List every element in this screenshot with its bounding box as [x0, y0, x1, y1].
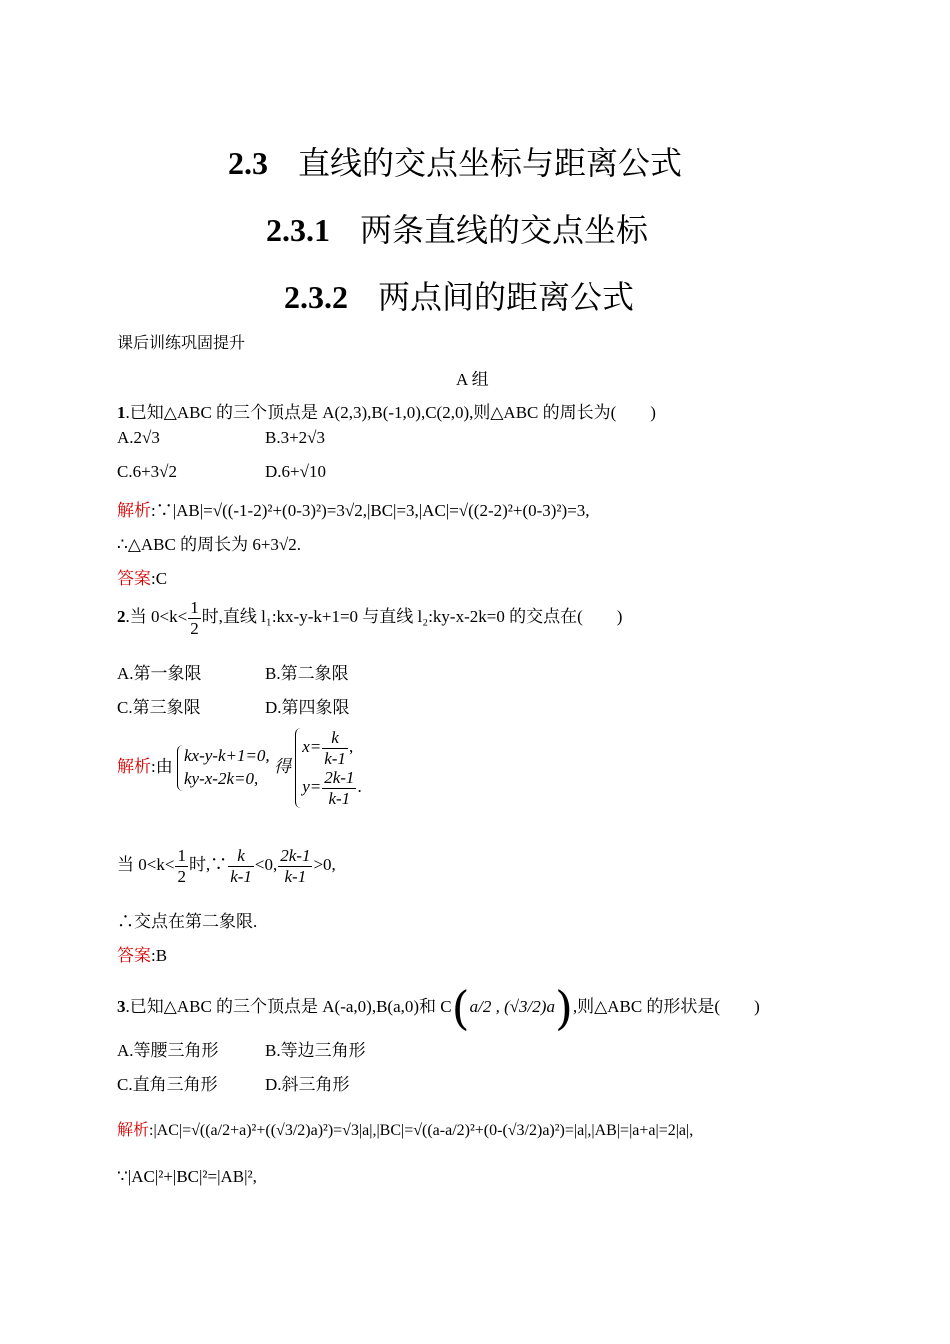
text: 时,∵: [188, 854, 228, 874]
question-2-analysis: [117, 728, 362, 808]
option-b: B.等边三角形: [265, 1041, 366, 1060]
numerator: 2k-1: [280, 846, 311, 865]
solution-x: x= $\frac{k}{k-1}$ ,: [302, 728, 354, 768]
main-title: [228, 138, 682, 184]
question-2-analysis-3: ∴交点在第二象限.: [117, 912, 258, 931]
question-3-analysis-2: ∵|AC|²+|BC|²=|AB|²,: [117, 1167, 257, 1186]
numerator: 2k-1: [324, 768, 355, 788]
text: <0,: [254, 854, 278, 874]
question-2-analysis-2: [117, 846, 336, 886]
question-1-analysis: [117, 496, 590, 521]
de-text: 得: [273, 757, 291, 776]
numerator: k: [322, 728, 348, 749]
question-1-answer: [117, 564, 167, 589]
question-3-options-row2: [117, 1070, 413, 1095]
question-3-stem: [117, 981, 760, 1035]
question-2-options-row1: [117, 659, 413, 684]
question-text: .已知△ABC 的三个顶点是 A(2,3),B(-1,0),C(2,0),则△ABC 的周长为( ): [125, 403, 656, 422]
fraction-half: [175, 846, 188, 886]
question-number: 1: [117, 403, 126, 422]
text: 当 0<k<: [117, 854, 175, 874]
section-label: 课后训练巩固提升: [117, 333, 246, 352]
option-a: A.第一象限: [117, 664, 202, 683]
denominator: k-1: [324, 748, 346, 768]
title-text: 直线的交点坐标与距离公式: [298, 144, 683, 182]
answer-text: :C: [151, 569, 168, 588]
subtitle-2: [284, 272, 634, 318]
answer-label: 答案: [117, 946, 151, 965]
equation-1: kx-y-k+1=0,: [183, 746, 270, 766]
question-2-stem: [117, 598, 622, 638]
analysis-text: :∵|AB|=√((-1-2)²+(0-3)²)=3√2,|BC|=3,|AC|=√((2-2)²+(0-3)²)=3,: [151, 501, 590, 520]
subtitle-number: 2.3.1: [266, 212, 330, 248]
numerator: 1: [190, 598, 199, 617]
numerator: k: [228, 846, 254, 867]
subtitle-1: [266, 205, 648, 251]
x-eq: x=: [302, 736, 322, 756]
equation-system: [177, 745, 270, 791]
option-d: D.斜三角形: [265, 1075, 350, 1094]
denominator: 2: [190, 618, 199, 638]
question-number: 2: [117, 606, 126, 626]
denominator: k-1: [328, 788, 351, 808]
paren-close: ): [554, 981, 573, 1035]
solution-y: y= $\frac{2k-1}{k-1}$ .: [302, 768, 362, 808]
question-1-stem: [117, 398, 656, 423]
point-c-coords: a/2 , (√3/2)a: [469, 996, 555, 1016]
fraction: [322, 728, 348, 768]
solution-system: [295, 728, 362, 808]
option-c: C.6+3√2: [117, 462, 178, 481]
fraction: [278, 846, 312, 886]
analysis-label: 解析: [117, 1122, 150, 1139]
analysis-label: 解析: [117, 757, 151, 776]
option-b: B.第二象限: [265, 664, 349, 683]
text: >0,: [313, 854, 336, 874]
fraction: [322, 768, 356, 808]
option-b: B.3+2√3: [265, 428, 326, 447]
analysis-text: :由: [151, 757, 173, 776]
fraction: [228, 846, 254, 886]
subtitle-number: 2.3.2: [284, 279, 348, 315]
paren-open: (: [451, 981, 470, 1035]
numerator: 1: [177, 846, 186, 865]
question-text-pre: .当 0<k<: [125, 606, 188, 626]
question-1-analysis-2: ∴△ABC 的周长为 6+3√2.: [117, 535, 302, 554]
question-3-options-row1: [117, 1036, 413, 1061]
option-d: D.第四象限: [265, 698, 350, 717]
answer-label: 答案: [117, 569, 151, 588]
option-a: A.等腰三角形: [117, 1041, 219, 1060]
fraction-half: [188, 598, 201, 638]
question-2-options-row2: [117, 693, 413, 718]
option-a: A.2√3: [117, 428, 160, 447]
group-label: A 组: [456, 370, 489, 389]
answer-text: :B: [151, 946, 168, 965]
question-text-post: ,则△ABC 的形状是( ): [572, 996, 760, 1016]
option-d: D.6+√10: [265, 462, 326, 481]
option-c: C.第三象限: [117, 698, 201, 717]
subtitle-text: 两点间的距离公式: [378, 278, 635, 316]
question-3-analysis: [117, 1117, 693, 1140]
y-eq: y=: [302, 777, 322, 797]
question-number: 3: [117, 996, 126, 1016]
equation-2: ky-x-2k=0,: [183, 769, 259, 789]
question-text-pre: .已知△ABC 的三个顶点是 A(-a,0),B(a,0)和 C: [125, 996, 452, 1016]
denominator: 2: [177, 866, 186, 886]
option-c: C.直角三角形: [117, 1075, 218, 1094]
question-1-options-row2: [117, 462, 413, 482]
question-1-options-row1: [117, 428, 413, 448]
analysis-text: :|AC|=√((a/2+a)²+((√3/2)a)²)=√3|a|,|BC|=√((a-a/2)²+(0-(√3/2)a)²)=|a|,|AB|=|a+a|=2|a|,: [149, 1122, 694, 1139]
title-number: 2.3: [228, 145, 268, 181]
question-2-answer: [117, 941, 167, 966]
denominator: k-1: [284, 866, 307, 886]
subtitle-text: 两条直线的交点坐标: [360, 211, 649, 249]
question-text-post: 时,直线 l₁:kx-y-k+1=0 与直线 l₂:ky-x-2k=0 的交点在( ): [201, 606, 623, 626]
analysis-label: 解析: [117, 501, 151, 520]
denominator: k-1: [230, 866, 252, 886]
